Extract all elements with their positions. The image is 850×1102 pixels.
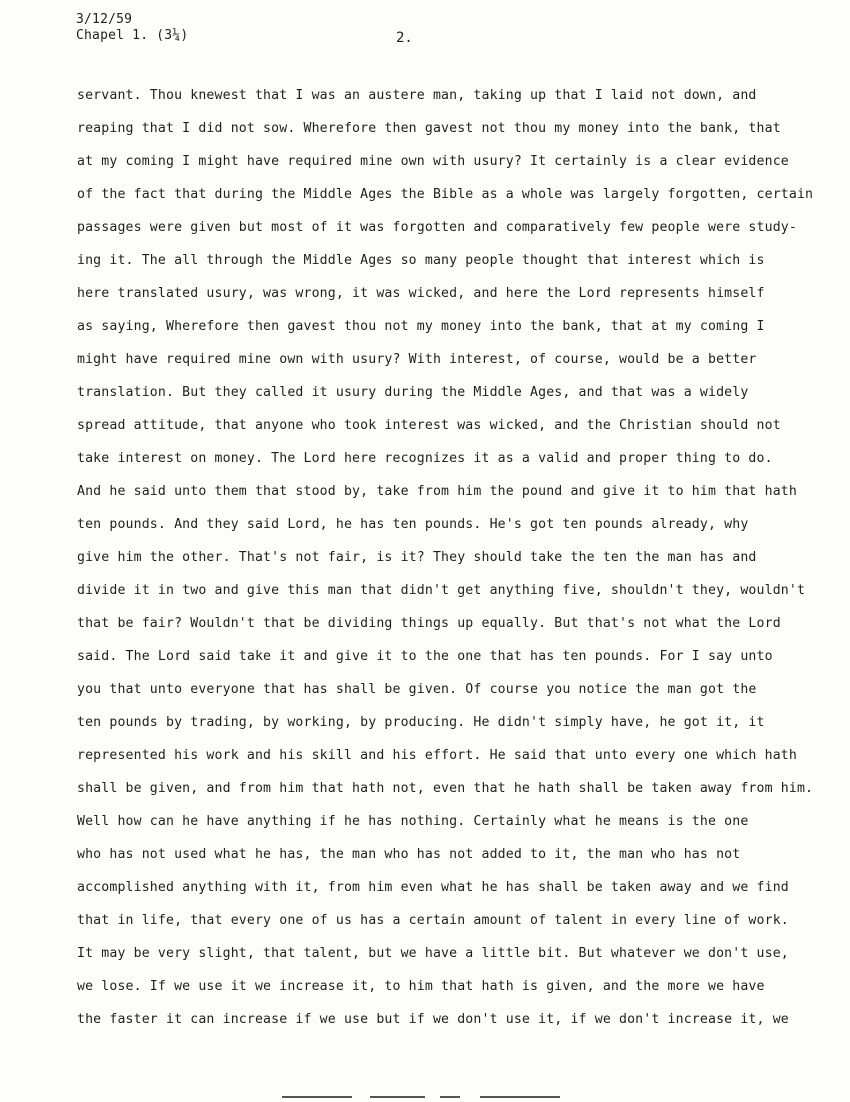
text-line: translation. But they called it usury during the Middle Ages, and that was a widely bbox=[77, 385, 749, 400]
text-line: spread attitude, that anyone who took interest was wicked, and the Christian should not bbox=[77, 418, 781, 433]
text-line: accomplished anything with it, from him even what he has shall be taken away and we find bbox=[77, 880, 789, 895]
text-line: take interest on money. The Lord here recognizes it as a valid and proper thing to do. bbox=[77, 451, 773, 466]
header-chapel: Chapel 1. (3¼) bbox=[76, 28, 189, 43]
footer-rule-4 bbox=[480, 1096, 560, 1098]
text-line: at my coming I might have required mine own with usury? It certainly is a clear evidence bbox=[77, 154, 789, 169]
text-line: as saying, Wherefore then gavest thou not my money into the bank, that at my coming I bbox=[77, 319, 765, 334]
text-line: shall be given, and from him that hath not, even that he hath shall be taken away from him. bbox=[77, 781, 814, 796]
text-line: that in life, that every one of us has a certain amount of talent in every line of work. bbox=[77, 913, 789, 928]
text-line: that be fair? Wouldn't that be dividing things up equally. But that's not what the Lord bbox=[77, 616, 781, 631]
text-line: said. The Lord said take it and give it to the one that has ten pounds. For I say unto bbox=[77, 649, 773, 664]
footer-rule-1 bbox=[282, 1096, 352, 1098]
text-line: passages were given but most of it was forgotten and comparatively few people were study- bbox=[77, 220, 797, 235]
text-line: the faster it can increase if we use but if we don't use it, if we don't increase it, we bbox=[77, 1012, 789, 1027]
text-line: reaping that I did not sow. Wherefore then gavest not thou my money into the bank, that bbox=[77, 121, 781, 136]
text-line: might have required mine own with usury? With interest, of course, would be a better bbox=[77, 352, 757, 367]
text-line: servant. Thou knewest that I was an austere man, taking up that I laid not down, and bbox=[77, 88, 757, 103]
text-line: we lose. If we use it we increase it, to him that hath is given, and the more we have bbox=[77, 979, 765, 994]
text-line: here translated usury, was wrong, it was wicked, and here the Lord represents himself bbox=[77, 286, 765, 301]
page-number: 2. bbox=[396, 30, 413, 46]
text-line: of the fact that during the Middle Ages the Bible as a whole was largely forgotten, certain bbox=[77, 187, 814, 202]
text-line: ing it. The all through the Middle Ages so many people thought that interest which is bbox=[77, 253, 765, 268]
text-line: ten pounds by trading, by working, by producing. He didn't simply have, he got it, it bbox=[77, 715, 765, 730]
text-line: who has not used what he has, the man who has not added to it, the man who has not bbox=[77, 847, 741, 862]
footer-rule-3 bbox=[440, 1096, 460, 1098]
transcript-body bbox=[77, 84, 837, 1041]
text-line: represented his work and his skill and his effort. He said that unto every one which hath bbox=[77, 748, 797, 763]
page-header bbox=[76, 12, 188, 44]
text-line: It may be very slight, that talent, but we have a little bit. But whatever we don't use, bbox=[77, 946, 789, 961]
text-line: Well how can he have anything if he has nothing. Certainly what he means is the one bbox=[77, 814, 749, 829]
footer-rule-2 bbox=[370, 1096, 425, 1098]
text-line: give him the other. That's not fair, is it? They should take the ten the man has and bbox=[77, 550, 757, 565]
text-line: ten pounds. And they said Lord, he has ten pounds. He's got ten pounds already, why bbox=[77, 517, 749, 532]
text-line: And he said unto them that stood by, take from him the pound and give it to him that hath bbox=[77, 484, 797, 499]
text-line: you that unto everyone that has shall be given. Of course you notice the man got the bbox=[77, 682, 757, 697]
header-date: 3/12/59 bbox=[76, 12, 133, 27]
text-line: divide it in two and give this man that didn't get anything five, shouldn't they, wouldn't bbox=[77, 583, 806, 598]
